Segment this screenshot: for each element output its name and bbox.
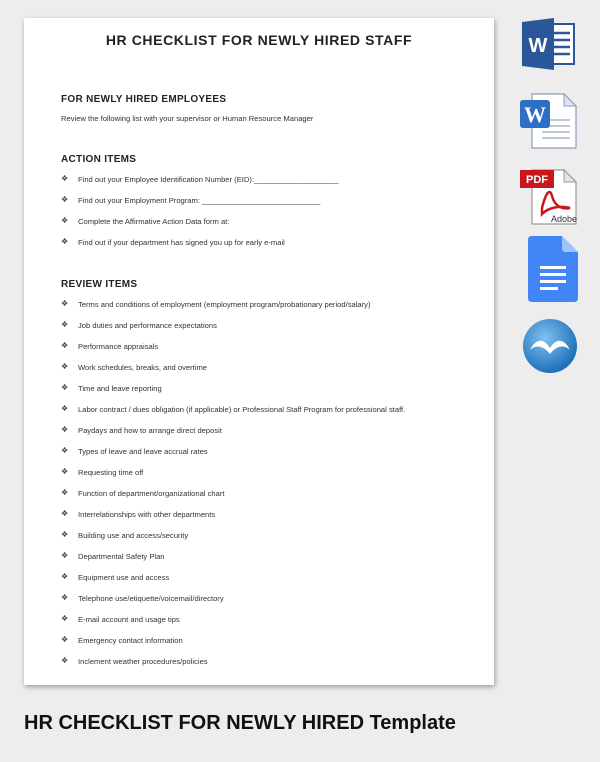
bullet-icon: ❖ — [61, 593, 69, 602]
bullet-icon: ❖ — [61, 572, 69, 581]
list-item-text: Requesting time off — [78, 468, 144, 477]
section-heading-new-hires: FOR NEWLY HIRED EMPLOYEES — [61, 94, 227, 105]
list-item-text: Labor contract / dues obligation (if applicable) or Professional Staff Program for professional staff. — [78, 405, 406, 414]
bullet-icon: ❖ — [61, 195, 69, 204]
list-item-text: Telephone use/etiquette/voicemail/directory — [78, 594, 224, 603]
list-item-text: Terms and conditions of employment (employment program/probationary period/salary) — [78, 300, 371, 309]
list-item-text: Performance appraisals — [78, 342, 159, 351]
bullet-icon: ❖ — [61, 425, 69, 434]
bullet-icon: ❖ — [61, 467, 69, 476]
list-item-text: Job duties and performance expectations — [78, 321, 217, 330]
section-heading-action-items: ACTION ITEMS — [61, 154, 137, 165]
bullet-icon: ❖ — [61, 404, 69, 413]
list-item-text: Inclement weather procedures/policies — [78, 657, 208, 666]
list-item-text: Work schedules, breaks, and overtime — [78, 363, 208, 372]
list-item-text: Emergency contact information — [78, 636, 183, 645]
bullet-icon: ❖ — [61, 341, 69, 350]
intro-text: Review the following list with your supervisor or Human Resource Manager — [61, 114, 314, 123]
svg-text:Adobe: Adobe — [550, 214, 578, 224]
svg-text:W: W — [528, 35, 548, 57]
bullet-icon: ❖ — [61, 174, 69, 183]
list-item-text: Complete the Affirmative Action Data form at: — [78, 217, 230, 226]
bullet-icon: ❖ — [61, 635, 69, 644]
list-item-text: Interrelationships with other departments — [78, 510, 216, 519]
list-item-text: Time and leave reporting — [78, 384, 162, 393]
list-item-text: Types of leave and leave accrual rates — [78, 447, 208, 456]
list-item-text: Find out if your department has signed you up for early e-mail — [78, 238, 285, 247]
list-item-text: Paydays and how to arrange direct deposit — [78, 426, 222, 435]
pdf-download-icon[interactable] — [520, 168, 578, 231]
bullet-icon: ❖ — [61, 656, 69, 665]
bullet-icon: ❖ — [61, 488, 69, 497]
bullet-icon: ❖ — [61, 237, 69, 246]
bullet-icon: ❖ — [61, 299, 69, 308]
bullet-icon: ❖ — [61, 362, 69, 371]
bullet-icon: ❖ — [61, 509, 69, 518]
list-item-text: Building use and access/security — [78, 531, 189, 540]
document-preview — [24, 18, 494, 685]
openoffice-icon[interactable] — [522, 318, 578, 379]
bullet-icon: ❖ — [61, 530, 69, 539]
list-item-text: Equipment use and access — [78, 573, 170, 582]
list-item-text: Find out your Employment Program: ____________________________ — [78, 196, 321, 205]
bullet-icon: ❖ — [61, 614, 69, 623]
bullet-icon: ❖ — [61, 446, 69, 455]
section-heading-review-items: REVIEW ITEMS — [61, 279, 138, 290]
svg-text:PDF: PDF — [526, 174, 548, 186]
list-item-text: E-mail account and usage tips — [78, 615, 180, 624]
template-title: HR CHECKLIST FOR NEWLY HIRED Template — [24, 712, 456, 734]
bullet-icon: ❖ — [61, 216, 69, 225]
list-item-text: Find out your Employee Identification Number (EID):____________________ — [78, 175, 339, 184]
word-document-icon[interactable] — [520, 92, 578, 155]
document-title: HR CHECKLIST FOR NEWLY HIRED STAFF — [105, 32, 413, 48]
bullet-icon: ❖ — [61, 551, 69, 560]
svg-text:W: W — [524, 102, 546, 127]
word-download-icon[interactable] — [522, 18, 576, 75]
list-item-text: Departmental Safety Plan — [78, 552, 165, 561]
bullet-icon: ❖ — [61, 383, 69, 392]
bullet-icon: ❖ — [61, 320, 69, 329]
list-item-text: Function of department/organizational chart — [78, 489, 225, 498]
google-docs-icon[interactable] — [528, 236, 578, 307]
